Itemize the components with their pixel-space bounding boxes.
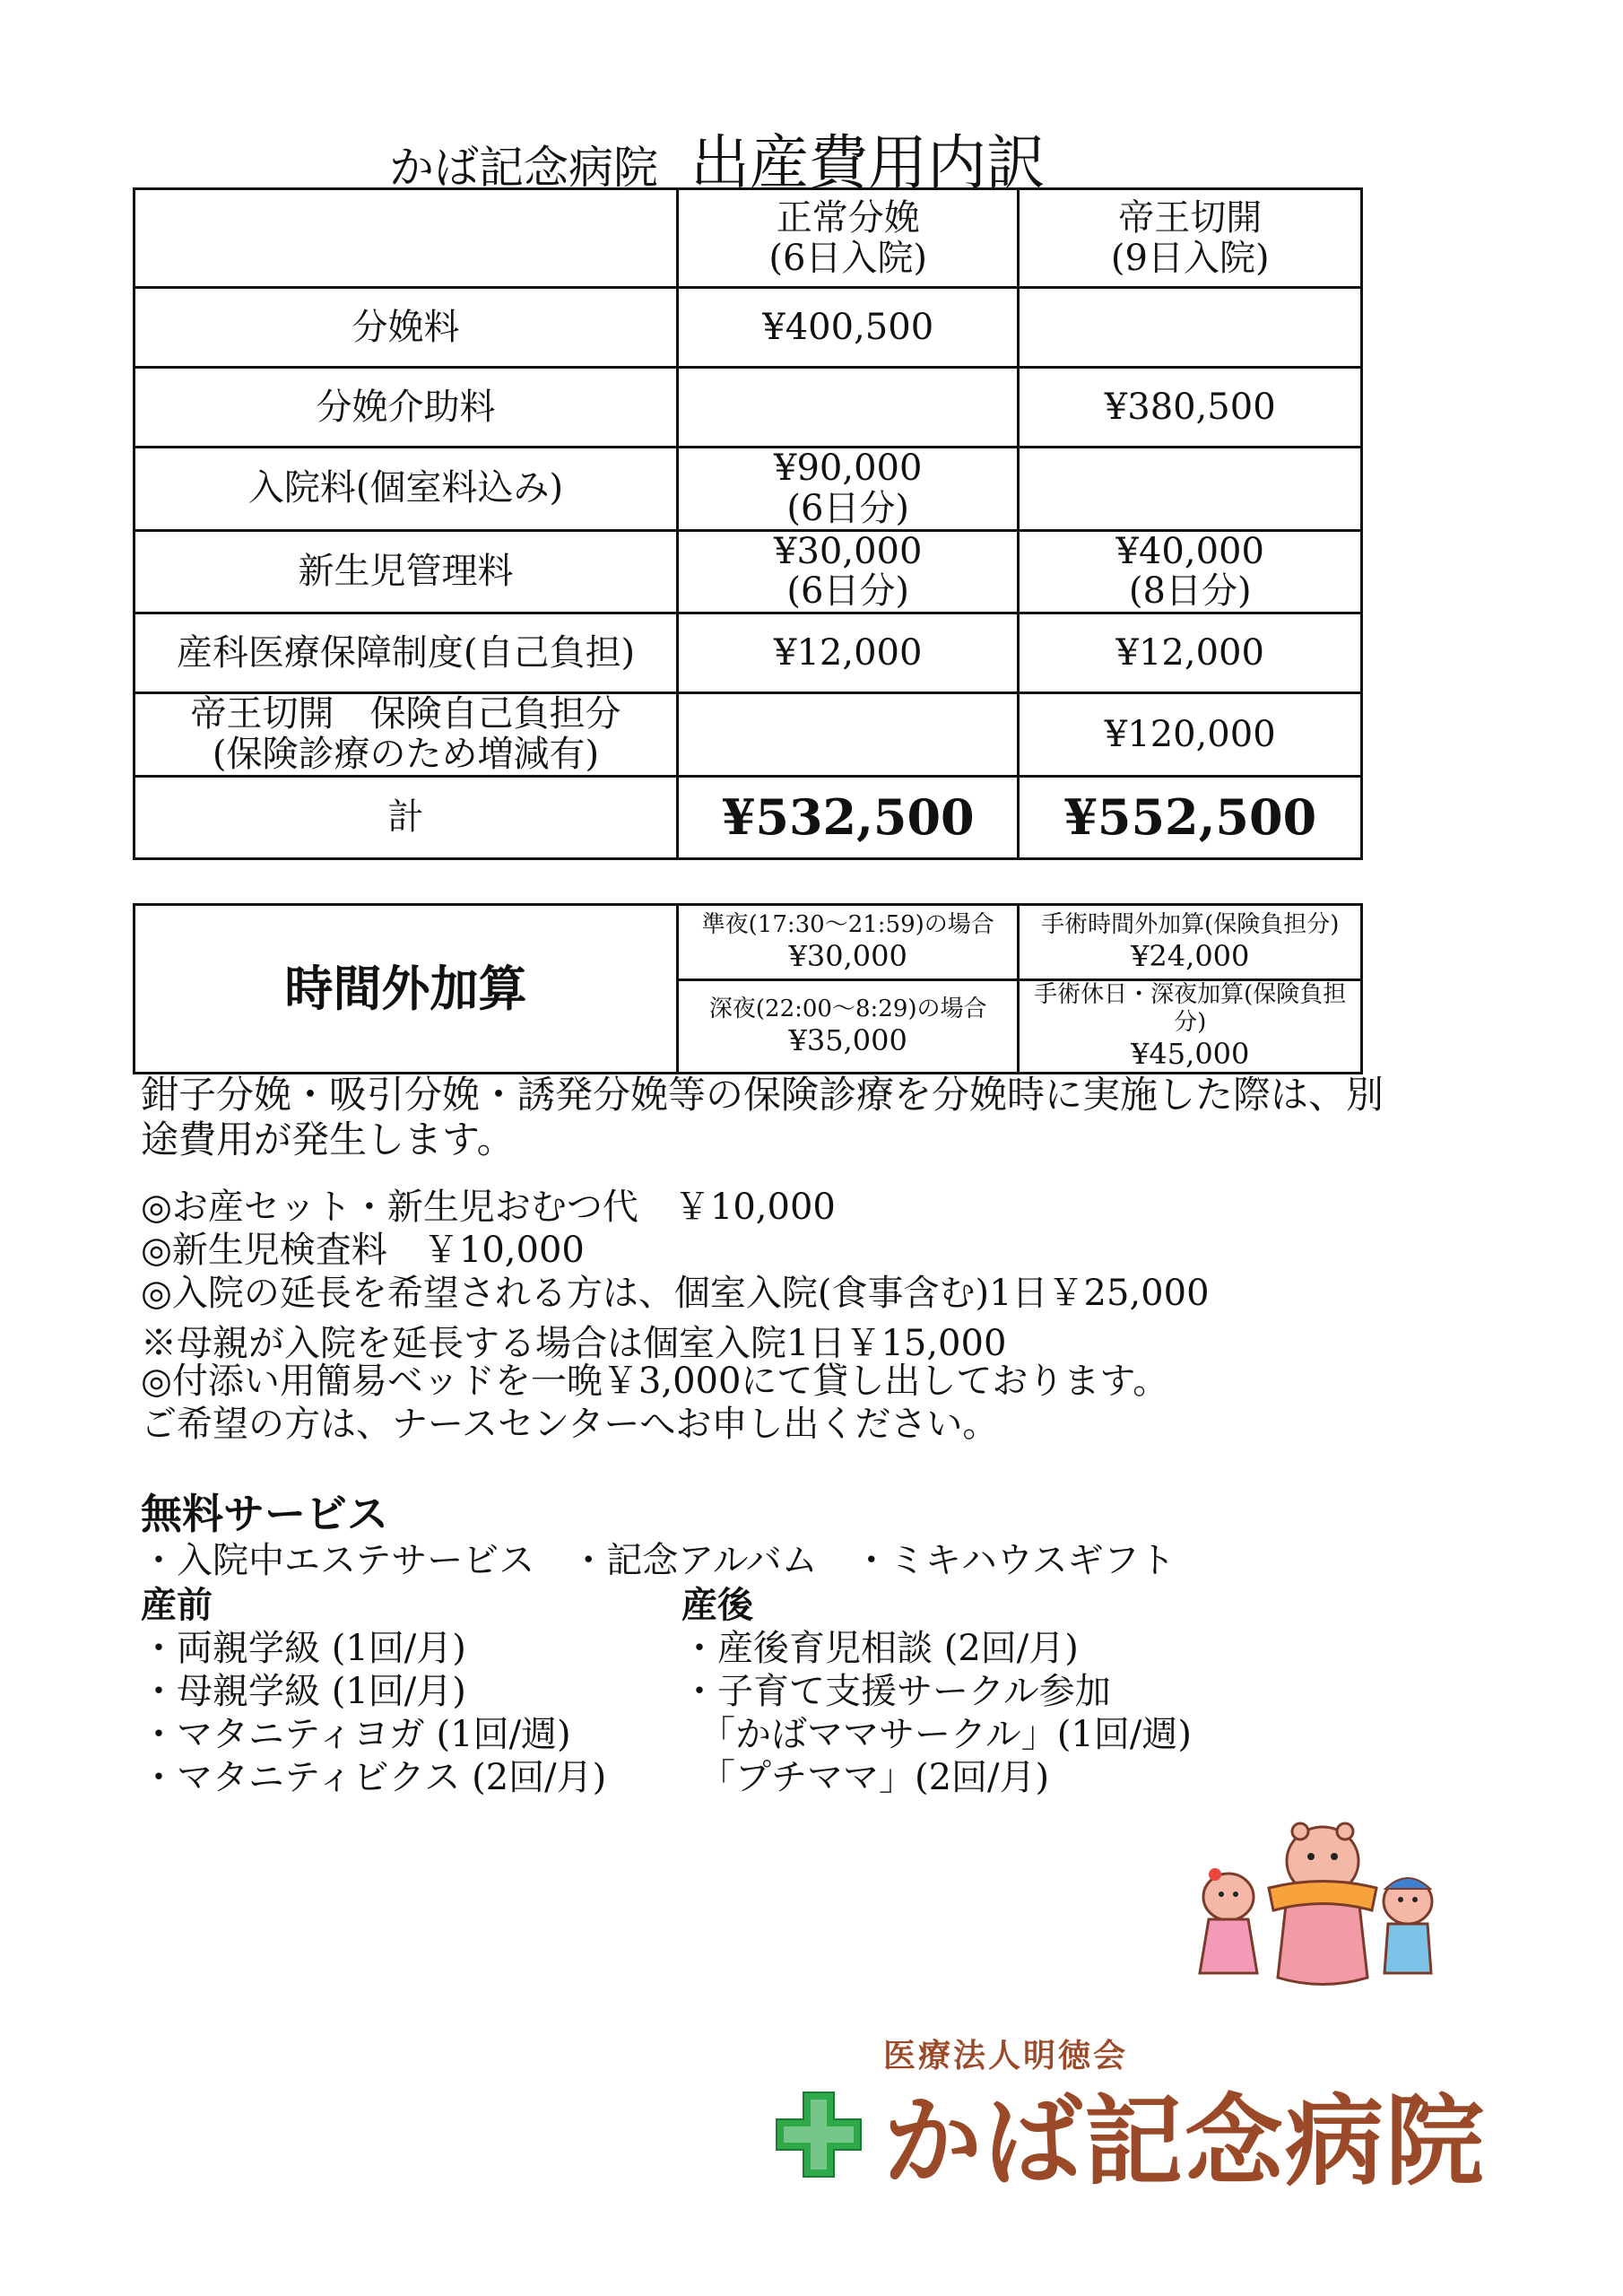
header-cesarean xyxy=(1019,189,1362,288)
fee-normal-cell xyxy=(677,448,1019,531)
title-hospital-name: かば記念病院 xyxy=(389,142,658,194)
fee-cesarean-cell-line: ¥380,500 xyxy=(1104,386,1276,428)
fee-table-header xyxy=(135,189,1362,288)
fee-item-cell-line: 入院料(個室料込み) xyxy=(247,467,564,509)
note-item: ◎入院の延長を希望される方は、個室入院(食事含む)1日￥25,000 xyxy=(141,1273,1210,1314)
logo-hospital-name: かば記念病院 xyxy=(883,2084,1486,2199)
fee-cesarean-cell xyxy=(1019,693,1362,777)
postnatal-item: ・子育て支援サークル参加 xyxy=(681,1671,1111,1712)
fee-cesarean-cell-line: ¥120,000 xyxy=(1104,713,1276,755)
fee-cesarean-cell xyxy=(1019,530,1362,613)
overtime-label: 手術時間外加算(保険負担分) xyxy=(1041,910,1340,938)
overtime-amount: ¥24,000 xyxy=(1131,938,1250,973)
fee-normal-cell xyxy=(677,693,1019,777)
fee-cesarean-cell xyxy=(1019,448,1362,531)
hippo-mascots-illustration xyxy=(1184,1812,1453,2018)
total-cesarean: ¥552,500 xyxy=(1019,776,1362,858)
fee-cesarean-cell xyxy=(1019,288,1362,368)
fee-cesarean-cell-line: (8日分) xyxy=(1128,570,1252,613)
postnatal-item: ・産後育児相談 (2回/月) xyxy=(681,1628,1079,1669)
fee-normal-cell xyxy=(677,368,1019,448)
fee-row xyxy=(135,288,1362,368)
bed-note-line: ご希望の方は、ナースセンターへお申し出ください。 xyxy=(141,1404,999,1445)
overtime-cell xyxy=(677,905,1019,980)
bed-note-line: ◎付添い用簡易ベッドを一晩￥3,000にて貸し出しております。 xyxy=(141,1361,1169,1402)
logo-organization: 医療法人明徳会 xyxy=(883,2038,1129,2074)
fee-row xyxy=(135,368,1362,448)
overtime-cell xyxy=(677,980,1019,1074)
overtime-label: 深夜(22:00～8:29)の場合 xyxy=(708,995,987,1022)
overtime-heading: 時間外加算 xyxy=(135,905,678,1074)
overtime-label: 手術休日・深夜加算(保険負担分) xyxy=(1034,981,1347,1037)
hippo-boy-icon xyxy=(1384,1878,1432,1973)
free-services-line: ・入院中エステサービス ・記念アルバム ・ミキハウスギフト xyxy=(141,1540,1176,1581)
overtime-cell xyxy=(1019,905,1362,980)
fee-row xyxy=(135,613,1362,693)
header-normal-line1: 正常分娩 xyxy=(776,196,920,239)
header-cesarean-line2: (9日入院) xyxy=(1110,237,1270,279)
free-services-title: 無料サービス xyxy=(141,1490,388,1538)
green-cross-icon xyxy=(769,2085,868,2184)
hippo-mom-icon xyxy=(1269,1823,1376,1985)
overtime-amount: ¥30,000 xyxy=(788,938,907,973)
header-normal-line2: (6日入院) xyxy=(768,237,928,279)
overtime-amount: ¥35,000 xyxy=(788,1022,907,1057)
overtime-label: 準夜(17:30～21:59)の場合 xyxy=(701,910,994,938)
total-label: 計 xyxy=(135,776,678,858)
fee-row xyxy=(135,530,1362,613)
fee-item-cell xyxy=(135,530,678,613)
fee-row xyxy=(135,448,1362,531)
fee-item-cell-line: 新生児管理料 xyxy=(298,550,514,592)
fee-normal-cell-line: ¥400,500 xyxy=(762,306,934,348)
header-empty-cell xyxy=(135,189,678,288)
prenatal-title: 産前 xyxy=(141,1584,213,1626)
fee-item-cell xyxy=(135,288,678,368)
fee-row xyxy=(135,693,1362,777)
fee-normal-cell xyxy=(677,530,1019,613)
postnatal-title: 産後 xyxy=(681,1584,753,1626)
note-item: ◎お産セット・新生児おむつ代 ￥10,000 xyxy=(141,1187,836,1228)
fee-item-cell-line: (保険診療のため増減有) xyxy=(212,733,600,775)
fee-normal-cell-line: ¥30,000 xyxy=(774,530,923,572)
insurance-note: 鉗子分娩・吸引分娩・誘発分娩等の保険診療を分娩時に実施した際は、別途費用が発生します。 xyxy=(141,1073,1384,1161)
fee-item-cell xyxy=(135,613,678,693)
fee-normal-cell-line: ¥12,000 xyxy=(774,631,923,674)
fee-item-cell xyxy=(135,368,678,448)
fee-normal-cell-line: (6日分) xyxy=(786,487,910,529)
fee-total-row xyxy=(135,776,1362,858)
overtime-amount: ¥45,000 xyxy=(1131,1037,1250,1072)
fee-item-cell xyxy=(135,448,678,531)
total-normal: ¥532,500 xyxy=(677,776,1019,858)
prenatal-item: ・マタニティヨガ (1回/週) xyxy=(141,1714,571,1755)
note-item: ◎新生児検査料 ￥10,000 xyxy=(141,1230,585,1271)
header-cesarean-line1: 帝王切開 xyxy=(1118,196,1263,239)
title-main: 出産費用内訳 xyxy=(690,128,1046,197)
fee-table xyxy=(133,187,1363,860)
fee-item-cell-line: 産科医療保障制度(自己負担) xyxy=(176,631,636,674)
fee-normal-cell xyxy=(677,288,1019,368)
prenatal-item: ・マタニティビクス (2回/月) xyxy=(141,1757,607,1798)
postnatal-item: 「かばママサークル」(1回/週) xyxy=(699,1714,1192,1755)
hippo-girl-icon xyxy=(1200,1868,1257,1973)
fee-item-cell-line: 帝王切開 保険自己負担分 xyxy=(190,693,621,735)
fee-cesarean-cell-line: ¥40,000 xyxy=(1115,530,1264,572)
prenatal-item: ・両親学級 (1回/月) xyxy=(141,1628,466,1669)
fee-normal-cell-line: ¥90,000 xyxy=(774,448,923,489)
fee-normal-cell xyxy=(677,613,1019,693)
fee-cesarean-cell xyxy=(1019,613,1362,693)
fee-normal-cell-line: (6日分) xyxy=(786,570,910,613)
postnatal-item: 「プチママ」(2回/月) xyxy=(699,1757,1050,1798)
overtime-table xyxy=(133,903,1363,1074)
fee-item-cell-line: 分娩介助料 xyxy=(316,386,496,428)
small-note: ※母親が入院を延長する場合は個室入院1日￥15,000 xyxy=(141,1323,1007,1364)
header-normal-delivery xyxy=(677,189,1019,288)
fee-item-cell xyxy=(135,693,678,777)
fee-cesarean-cell xyxy=(1019,368,1362,448)
prenatal-item: ・母親学級 (1回/月) xyxy=(141,1671,466,1712)
overtime-cell xyxy=(1019,980,1362,1074)
fee-item-cell-line: 分娩料 xyxy=(352,306,460,348)
fee-cesarean-cell-line: ¥12,000 xyxy=(1115,631,1264,674)
